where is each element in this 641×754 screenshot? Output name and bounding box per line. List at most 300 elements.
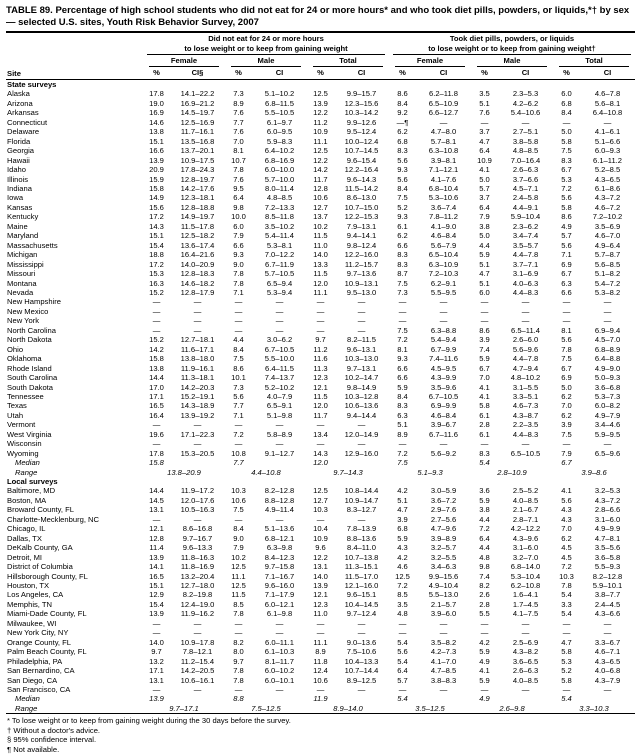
ci-value: — (275, 685, 284, 694)
ci-value: 5.9–10.1 (592, 581, 623, 591)
ci-value: 9.6–13.1 (346, 344, 377, 354)
site-row (6, 373, 635, 382)
site-name: Massachusetts (7, 240, 58, 250)
ci-value: 12.5–16.9 (180, 117, 215, 127)
range-value: 5.1–9.3 (417, 467, 443, 477)
ci-value: 10.7–15.0 (344, 202, 379, 212)
ci-value: 12.8–17.9 (180, 287, 215, 297)
percent-value: 4.4 (233, 335, 244, 345)
percent-value: 4.4 (479, 240, 490, 250)
percent-value: 7.9 (479, 212, 490, 222)
percent-value: 12.5 (231, 562, 246, 572)
percent-value: 15.6 (149, 202, 164, 212)
ci-value: 5.6–9.2 (430, 448, 457, 458)
section-label: State surveys (7, 80, 57, 89)
site-name: Rhode Island (7, 363, 52, 373)
ci-value: 4.3–8.7 (512, 410, 539, 420)
percent-value: 3.9 (479, 335, 490, 345)
ci-value: 3.9–6.0 (430, 609, 457, 619)
percent-value: 4.7 (397, 505, 408, 515)
ci-value: 4.3–9.9 (430, 373, 457, 383)
ci-value: — (603, 297, 612, 307)
percent-value: 12.3 (313, 599, 328, 609)
ci-value: 4.1–7.5 (512, 609, 539, 619)
site-row (6, 260, 635, 269)
percent-value: 7.5 (233, 354, 244, 364)
percent-value: 8.2 (233, 637, 244, 647)
ci-value: 4.3–6.5 (594, 656, 621, 666)
ci-value: 4.6–7.8 (594, 89, 621, 99)
ci-value: 5.9–8.3 (266, 136, 293, 146)
percent-value: 7.5 (233, 505, 244, 515)
ci-value: 7.4–11.6 (429, 354, 458, 364)
site-row (6, 411, 635, 420)
empty-cell (498, 694, 553, 703)
ci-value: 6.3–9.8 (266, 543, 293, 553)
percent-value: 10.3 (313, 505, 328, 515)
ci-value: 8.8–12.8 (264, 495, 295, 505)
ci-value: 7.4–13.7 (264, 373, 295, 383)
ci-value: 9.7–16.7 (182, 533, 213, 543)
percent-value: — (316, 420, 325, 430)
percent-value: 12.1 (313, 590, 328, 600)
ci-value: — (193, 306, 202, 316)
median-value: 12.0 (313, 458, 328, 468)
median-value: 5.4 (479, 458, 490, 468)
ci-value: 3.6–7.2 (430, 495, 457, 505)
percent-value: 6.0 (233, 221, 244, 231)
site-name: Houston, TX (7, 581, 50, 591)
ci-value: 9.7–12.4 (346, 609, 377, 619)
site-name: Milwaukee, WI (7, 618, 57, 628)
site-row (6, 676, 635, 685)
ci-value: 10.3–13.0 (344, 354, 379, 364)
site-column-header: Site (6, 32, 143, 80)
ci-value: 10.3–12.8 (344, 391, 379, 401)
percent-value: 6.6 (397, 363, 408, 373)
site-row (6, 392, 635, 401)
percent-value: — (398, 306, 407, 316)
percent-value: 16.6 (149, 146, 164, 156)
percent-value: 4.3 (561, 514, 572, 524)
ci-value: 11.8–16.9 (180, 562, 215, 572)
percent-value: 14.3 (313, 448, 328, 458)
percent-value: 2.8 (479, 599, 490, 609)
ci-value: 6.7–11.9 (265, 259, 294, 269)
ci-value: 5.6–8.5 (594, 259, 621, 269)
ci-value: — (193, 439, 202, 449)
site-name: Arkansas (7, 108, 39, 118)
percent-header: % (307, 67, 334, 80)
site-name: San Francisco, CA (7, 685, 71, 694)
site-name: Detroit, MI (7, 552, 43, 562)
percent-value: 4.1 (479, 666, 490, 676)
percent-value: 12.5 (395, 571, 410, 581)
ci-value: 3.5–5.6 (594, 543, 621, 553)
empty-cell (334, 694, 389, 703)
ci-value: 1.6–4.1 (512, 590, 539, 600)
ci-value: 2.1–6.7 (512, 505, 539, 515)
ci-value: 17.1–22.3 (180, 429, 215, 439)
site-row (6, 496, 635, 505)
ci-value: 6.3–10.8 (428, 146, 459, 156)
percent-value: 4.8 (479, 552, 490, 562)
percent-value: — (152, 316, 161, 326)
footnote-pilcrow: ¶ Not available. (7, 744, 60, 754)
site-name: Nevada (7, 287, 34, 297)
percent-value: 5.8 (561, 136, 572, 146)
ci-value: — (275, 316, 284, 326)
percent-value: 8.5 (397, 590, 408, 600)
percent-value: 11.6 (313, 354, 328, 364)
site-row (6, 222, 635, 231)
percent-value: 3.5 (479, 89, 490, 99)
ci-header: CI§ (170, 67, 225, 80)
ci-value: 9.7–13.1 (346, 363, 377, 373)
ci-value: 3.5–6.9 (594, 221, 621, 231)
ci-value: 9.7–13.6 (346, 269, 377, 279)
percent-value: 5.2 (397, 202, 408, 212)
ci-value: 8.0–11.4 (265, 183, 294, 193)
site-row (6, 108, 635, 117)
percent-value: 17.0 (149, 382, 164, 392)
ci-value: 10.6–13.6 (344, 401, 379, 411)
ci-value: 9.9–15.7 (346, 89, 377, 99)
ci-value: — (603, 117, 612, 127)
ci-value: 7.0–16.4 (510, 155, 541, 165)
ci-value: 3.8–8.3 (430, 675, 457, 685)
percent-value: 7.6 (479, 108, 490, 118)
percent-value: — (480, 117, 489, 127)
ci-value: 4.3–7.2 (594, 495, 621, 505)
ci-value: 11.9–16.2 (180, 609, 215, 619)
percent-value: 12.3 (313, 373, 328, 383)
site-name: Charlotte-Mecklenburg, NC (7, 514, 100, 524)
ci-header: CI (416, 67, 471, 80)
percent-value: 14.3 (149, 221, 164, 231)
percent-value: 5.9 (479, 675, 490, 685)
percent-value: 8.2 (479, 581, 490, 591)
percent-value: 6.3 (561, 278, 572, 288)
site-row (6, 326, 635, 335)
group1-female-header: Female (143, 55, 225, 67)
ci-value: 16.9–21.2 (180, 98, 215, 108)
ci-value: 3.6–5.8 (594, 552, 621, 562)
site-row (6, 590, 635, 599)
percent-value: — (480, 297, 489, 307)
site-row (6, 619, 635, 628)
empty-cell (416, 694, 471, 703)
ci-value: 6.0–11.1 (265, 637, 294, 647)
ci-value: 6.5–11.4 (511, 325, 540, 335)
percent-value: 20.9 (149, 165, 164, 175)
median-label: Median (15, 694, 40, 704)
percent-value: 13.8 (149, 363, 164, 373)
percent-value: 6.2 (397, 127, 408, 137)
ci-value: 4.4–7.8 (512, 354, 539, 364)
site-row (6, 354, 635, 363)
range-value: 9.7–14.3 (333, 467, 363, 477)
percent-value: 7.7 (233, 401, 244, 411)
ci-value: 4.3–6.5 (594, 174, 621, 184)
ci-value: 4.6–8.4 (430, 410, 457, 420)
ci-value: 9.4–14.4 (346, 410, 377, 420)
percent-value: 8.3 (479, 448, 490, 458)
ci-value: 4.3–8.2 (512, 647, 539, 657)
ci-value: — (521, 297, 530, 307)
ci-value: — (439, 618, 448, 628)
ci-value: 5.2–8.5 (594, 165, 621, 175)
percent-value: 19.6 (149, 429, 164, 439)
site-row (6, 647, 635, 656)
percent-value: 4.3 (397, 543, 408, 553)
site-name: North Carolina (7, 325, 56, 335)
site-row (6, 609, 635, 618)
site-name: West Virginia (7, 429, 52, 439)
percent-value: 7.3 (397, 287, 408, 297)
range-label: Range (15, 703, 38, 713)
ci-value: 5.5–10.5 (264, 108, 295, 118)
ci-value: 10.9–14.7 (344, 495, 379, 505)
percent-value: 12.0 (313, 278, 328, 288)
percent-value: — (234, 297, 243, 307)
ci-value: 10.9–17.8 (180, 637, 215, 647)
ci-value: 12.7–18.0 (180, 581, 215, 591)
percent-value: — (480, 306, 489, 316)
ci-value: 2.9–7.6 (430, 505, 457, 515)
ci-value: 14.9–19.7 (180, 212, 215, 222)
percent-value: 6.1 (479, 410, 490, 420)
percent-value: — (316, 618, 325, 628)
range-value: 3.3–10.3 (579, 703, 609, 713)
ci-value: 8.3–12.7 (346, 505, 377, 515)
percent-value: — (316, 316, 325, 326)
percent-value: — (398, 628, 407, 638)
percent-value: 17.8 (149, 89, 164, 99)
percent-value: 4.4 (479, 514, 490, 524)
ci-value: 9.9–15.6 (428, 571, 459, 581)
percent-value: — (234, 316, 243, 326)
ci-value: 9.5–12.4 (346, 127, 377, 137)
site-row (6, 316, 635, 325)
ci-value: 10.9–17.5 (180, 155, 215, 165)
percent-value: 9.0 (233, 259, 244, 269)
ci-value: 5.1–6.6 (594, 136, 621, 146)
percent-value: 4.9 (561, 221, 572, 231)
ci-value: 7.8–13.9 (346, 524, 377, 534)
ci-value: 6.2–9.1 (430, 278, 457, 288)
site-row (6, 297, 635, 306)
ci-value: — (439, 306, 448, 316)
percent-value: 5.8 (561, 675, 572, 685)
ci-value: — (275, 325, 284, 335)
percent-value: 6.9 (561, 259, 572, 269)
percent-value: 11.5 (313, 269, 328, 279)
ci-value: 5.3–10.4 (510, 571, 541, 581)
percent-value: — (398, 439, 407, 449)
percent-value: 3.8 (479, 505, 490, 515)
percent-value: 8.6 (561, 212, 572, 222)
ci-value: 2.4–4.5 (594, 599, 621, 609)
percent-value: 4.5 (561, 543, 572, 553)
percent-value: 10.6 (313, 193, 328, 203)
percent-value: 10.9 (313, 533, 328, 543)
percent-value: — (562, 117, 571, 127)
range-label: Range (15, 467, 38, 477)
site-name: Maine (7, 221, 28, 231)
percent-value: — (234, 306, 243, 316)
percent-value: 3.5 (397, 599, 408, 609)
percent-value: 10.6 (313, 675, 328, 685)
percent-value: 6.6 (397, 240, 408, 250)
site-name: Illinois (7, 174, 29, 184)
ci-value: — (275, 618, 284, 628)
site-row (6, 524, 635, 533)
percent-value: 5.4 (561, 590, 572, 600)
ci-value: 5.9–9.5 (594, 429, 621, 439)
ci-value: — (357, 297, 366, 307)
percent-value: 7.8 (233, 165, 244, 175)
ci-value: 6.7–11.6 (429, 429, 458, 439)
percent-header: % (143, 67, 170, 80)
range-value: 13.8–20.9 (167, 467, 201, 477)
empty-cell (498, 458, 553, 467)
site-row (6, 505, 635, 514)
footnotes (6, 716, 635, 754)
ci-value: 8.6–13.0 (346, 193, 377, 203)
empty-cell (580, 694, 635, 703)
site-row (6, 89, 635, 98)
ci-value: 6.0–9.3 (594, 146, 621, 156)
ci-value: 4.2–6.2 (512, 98, 539, 108)
ci-value: 6.3–8.8 (430, 325, 457, 335)
group1-total-header: Total (307, 55, 389, 67)
ci-value: 14.2–20.5 (180, 666, 215, 676)
ci-value: — (193, 420, 202, 430)
percent-value: 6.0 (561, 89, 572, 99)
ci-value: 3.7–7.1 (512, 259, 539, 269)
percent-value: 14.5 (149, 495, 164, 505)
site-row (6, 269, 635, 278)
ci-value: 4.9–7.9 (594, 410, 621, 420)
group2-male-header: Male (471, 55, 553, 67)
ci-value: 3.0–5.9 (430, 486, 457, 496)
site-name: Arizona (7, 98, 33, 108)
ci-value: — (521, 628, 530, 638)
site-name: Dallas, TX (7, 533, 42, 543)
ci-value: 14.0–20.9 (180, 259, 215, 269)
ci-value: — (275, 628, 284, 638)
site-row (6, 175, 635, 184)
ci-value: 6.8–14.0 (510, 562, 541, 572)
percent-value: 7.2 (397, 448, 408, 458)
percent-value: 14.0 (313, 571, 328, 581)
percent-value: 8.4 (397, 391, 408, 401)
percent-value: 5.4 (397, 637, 408, 647)
ci-value: 2.1–5.7 (430, 599, 457, 609)
site-name: Tennessee (7, 391, 44, 401)
percent-value: 3.7 (479, 127, 490, 137)
percent-value: 13.9 (313, 581, 328, 591)
site-name: Delaware (7, 127, 40, 137)
ci-value: 4.9–11.4 (265, 505, 294, 515)
percent-value: 13.1 (313, 562, 328, 572)
percent-value: 5.8 (561, 647, 572, 657)
percent-value: 16.9 (149, 108, 164, 118)
percent-value: — (562, 297, 571, 307)
ci-value: 5.7–8.7 (594, 250, 621, 260)
ci-value: 8.2–19.8 (182, 590, 213, 600)
percent-value: 8.6 (233, 363, 244, 373)
ci-value: 5.4–7.2 (594, 278, 621, 288)
site-name: South Dakota (7, 382, 54, 392)
site-name: Orange County, FL (7, 637, 72, 647)
ci-value: 4.0–6.3 (512, 278, 539, 288)
percent-value: 14.0 (313, 250, 328, 260)
ci-value: 15.3–20.5 (180, 448, 215, 458)
ci-value: 8.2–11.5 (347, 335, 376, 345)
ci-value: 2.3–5.3 (512, 89, 539, 99)
ci-value: — (439, 316, 448, 326)
ci-value: 12.2–15.3 (344, 212, 379, 222)
median-value: 15.8 (149, 458, 164, 468)
ci-value: 12.0–14.9 (344, 429, 379, 439)
percent-value: 4.1 (479, 165, 490, 175)
ci-value: 3.6–6.8 (594, 382, 621, 392)
ci-value: 8.9–12.5 (346, 675, 377, 685)
percent-value: 7.5 (397, 193, 408, 203)
percent-value: 6.6 (233, 240, 244, 250)
percent-value: 5.0 (479, 231, 490, 241)
percent-value: 9.7 (233, 656, 244, 666)
ci-value: 10.8–14.4 (344, 486, 379, 496)
percent-value: 11.7 (313, 410, 328, 420)
percent-value: 15.4 (149, 599, 164, 609)
ci-value: 4.0–6.8 (594, 666, 621, 676)
percent-value: 5.0 (561, 127, 572, 137)
ci-header: CI (252, 67, 307, 80)
ci-value: 13.8–18.0 (180, 354, 215, 364)
percent-value: 9.3 (397, 354, 408, 364)
ci-value: 6.7–10.5 (264, 344, 295, 354)
ci-value: 5.3–8.2 (594, 287, 621, 297)
percent-value: 5.9 (397, 382, 408, 392)
percent-value: 7.9 (233, 231, 244, 241)
percent-value: 15.2 (149, 287, 164, 297)
percent-value: 6.9 (561, 373, 572, 383)
site-name: Iowa (7, 193, 24, 203)
ci-value: 2.6–6.0 (512, 335, 539, 345)
ci-value: 12.7–18.1 (180, 335, 215, 345)
ci-value: 6.4–8.8 (594, 354, 621, 364)
ci-value: 5.3–7.3 (594, 391, 621, 401)
table-header (6, 32, 635, 80)
percent-value: — (562, 439, 571, 449)
percent-value: 14.2 (149, 344, 164, 354)
percent-value: 11.5 (231, 590, 246, 600)
percent-value: — (152, 514, 161, 524)
ci-value: — (275, 297, 284, 307)
percent-value: 5.6 (561, 335, 572, 345)
ci-value: 6.6–12.7 (428, 108, 459, 118)
site-name: Miami-Dade County, FL (7, 609, 87, 619)
site-row (6, 572, 635, 581)
percent-value: 11.5 (313, 391, 328, 401)
percent-value: 5.9 (479, 647, 490, 657)
site-row (6, 118, 635, 127)
site-row (6, 307, 635, 316)
percent-value: 14.1 (149, 562, 164, 572)
